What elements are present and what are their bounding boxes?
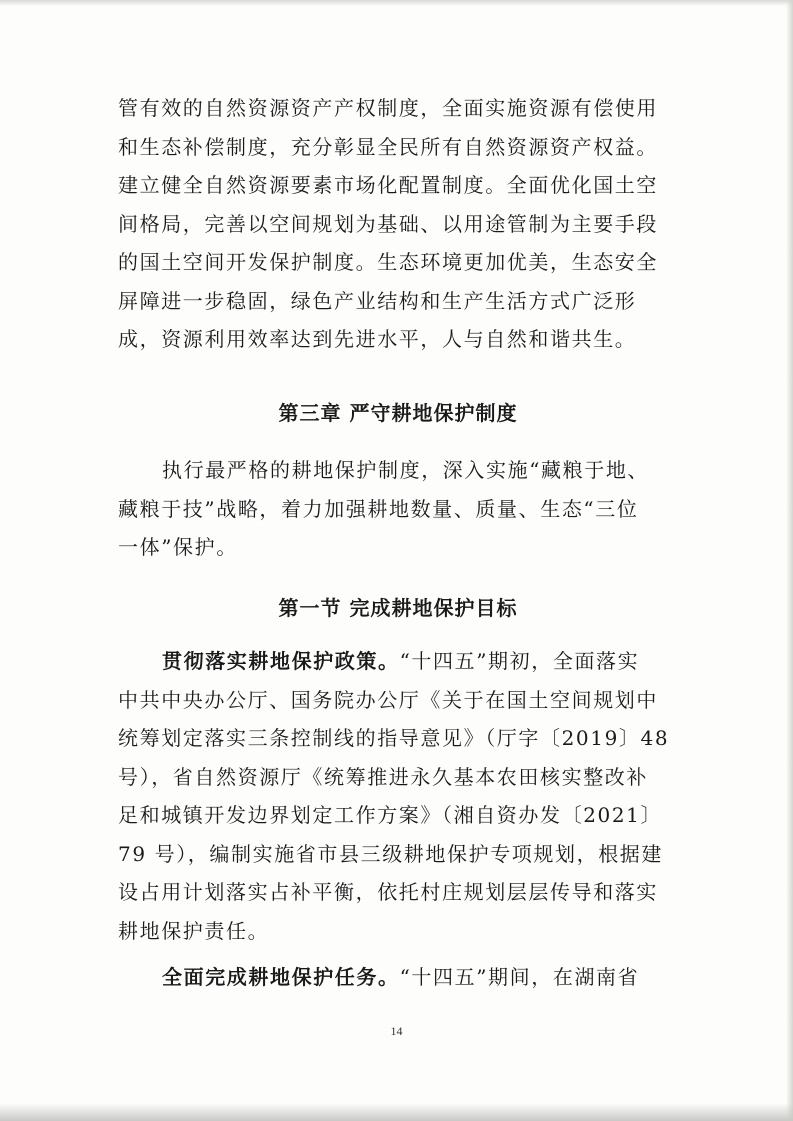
text-line: 管有效的自然资源资产产权制度，全面实施资源有偿使用 xyxy=(118,96,658,120)
text-line: 间格局，完善以空间规划为基础、以用途管制为主要手段 xyxy=(118,211,658,236)
chapter-heading: 第三章 严守耕地保护制度 xyxy=(278,401,518,425)
text-line: 屏障进一步稳固，绿色产业结构和生产生活方式广泛形 xyxy=(118,288,637,313)
text-line: 耕地保护责任。 xyxy=(118,918,270,943)
text-line: 统筹划定落实三条控制线的指导意见》（厅字〔2019〕48 xyxy=(118,726,670,750)
text-line: 成，资源利用效率达到先进水平，人与自然和谐共生。 xyxy=(118,327,637,351)
text-line: 和生态补偿制度，充分彰显全民所有自然资源资产权益。 xyxy=(118,134,658,159)
section-heading: 第一节 完成耕地保护目标 xyxy=(278,596,518,620)
page-number: 14 xyxy=(390,1024,403,1038)
text-line: 中共中央办公厅、国务院办公厅《关于在国土空间规划中 xyxy=(118,687,658,712)
scan-shadow-bottom xyxy=(0,1103,793,1121)
text-line xyxy=(118,958,678,997)
text-line: 建立健全自然资源要素市场化配置制度。全面优化国土空 xyxy=(118,173,658,197)
paragraph-lead: 贯彻落实耕地保护政策。 xyxy=(162,649,400,673)
paragraph-lead-rest: “十四五”期间，在湖南省 xyxy=(399,965,640,989)
scan-shadow-top xyxy=(0,0,793,6)
text-line: 足和城镇开发边界划定工作方案》（湘自资办发〔2021〕 xyxy=(118,803,663,827)
text-line: 设占用计划落实占补平衡，依托村庄规划层层传导和落实 xyxy=(118,880,658,904)
text-line: 一体”保护。 xyxy=(118,535,238,559)
paragraph-natural-resources xyxy=(118,89,678,359)
text-line xyxy=(118,642,678,681)
paragraph-chapter-intro xyxy=(118,451,678,567)
paragraph-policy-implementation xyxy=(118,642,678,950)
paragraph-lead-rest: “十四五”期初，全面落实 xyxy=(399,649,640,673)
text-line: 79 号），编制实施省市县三级耕地保护专项规划，根据建 xyxy=(118,841,664,866)
text-line: 执行最严格的耕地保护制度，深入实施“藏粮于地、 xyxy=(162,458,650,482)
text-line: 藏粮于技”战略，着力加强耕地数量、质量、生态“三位 xyxy=(118,496,639,521)
paragraph-protection-tasks xyxy=(118,958,678,997)
text-line: 的国土空间开发保护制度。生态环境更加优美，生态安全 xyxy=(118,250,658,274)
paragraph-lead: 全面完成耕地保护任务。 xyxy=(162,965,400,989)
scan-shadow-right xyxy=(786,0,793,1121)
text-line: 号），省自然资源厅《统筹推进永久基本农田核实整改补 xyxy=(118,764,648,789)
